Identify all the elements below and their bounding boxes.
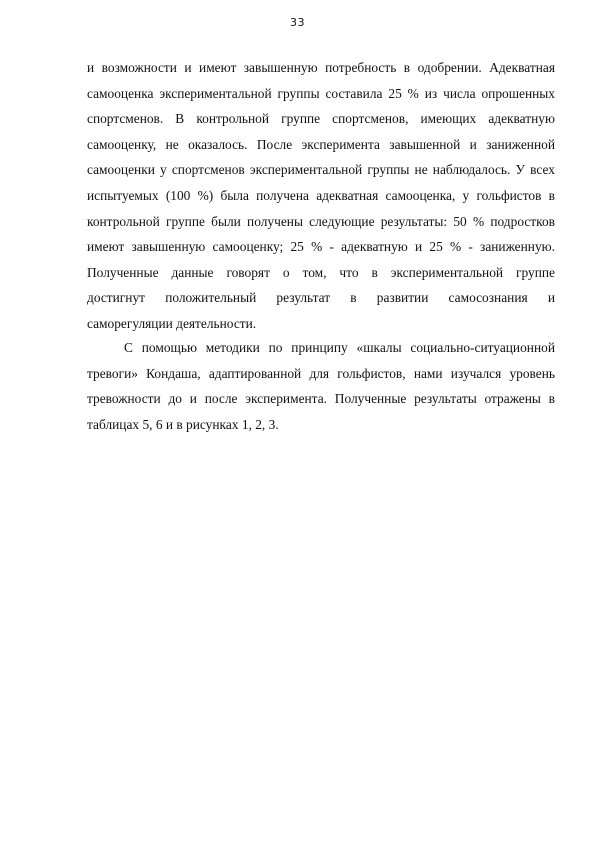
page-number: 33	[290, 16, 305, 29]
paragraph-1-line: самооценки у спортсменов экспериментальной группы не наблюдалось. У всех	[87, 162, 555, 178]
paragraph-1-line: достигнут положительный результат в развитии самосознания и	[87, 290, 555, 306]
paragraph-1-line: самооценка экспериментальной группы составила 25 % из числа опрошенных	[87, 85, 555, 101]
paragraph-1-line: контрольной группе были получены следующие результаты: 50 % подростков	[87, 213, 555, 229]
paragraph-1-line: Полученные данные говорят о том, что в экспериментальной группе	[87, 264, 555, 280]
paragraph-2-line: тревоги» Кондаша, адаптированной для гольфистов, нами изучался уровень	[87, 365, 555, 381]
paragraph-1-line: испытуемых (100 %) была получена адекватная самооценка, у гольфистов в	[87, 187, 555, 203]
paragraph-2-line: таблицах 5, 6 и в рисунках 1, 2, 3.	[87, 416, 279, 432]
paragraph-1-line: и возможности и имеют завышенную потребность в одобрении. Адекватная	[87, 60, 555, 75]
paragraph-1-line: имеют завышенную самооценку; 25 % - адекватную и 25 % - заниженную.	[87, 239, 555, 255]
paragraph-2-line: С помощью методики по принципу «шкалы социально-ситуационной	[124, 340, 555, 355]
paragraph-2	[87, 335, 555, 437]
paragraph-1	[87, 55, 555, 337]
paragraph-1-line: самооценку, не оказалось. После эксперимента завышенной и заниженной	[87, 136, 555, 152]
paragraph-1-line: спортсменов. В контрольной группе спортсменов, имеющих адекватную	[87, 111, 555, 127]
paragraph-1-line: саморегуляции деятельности.	[87, 315, 257, 331]
paragraph-2-line: тревожности до и после эксперимента. Полученные результаты отражены в	[87, 391, 555, 407]
